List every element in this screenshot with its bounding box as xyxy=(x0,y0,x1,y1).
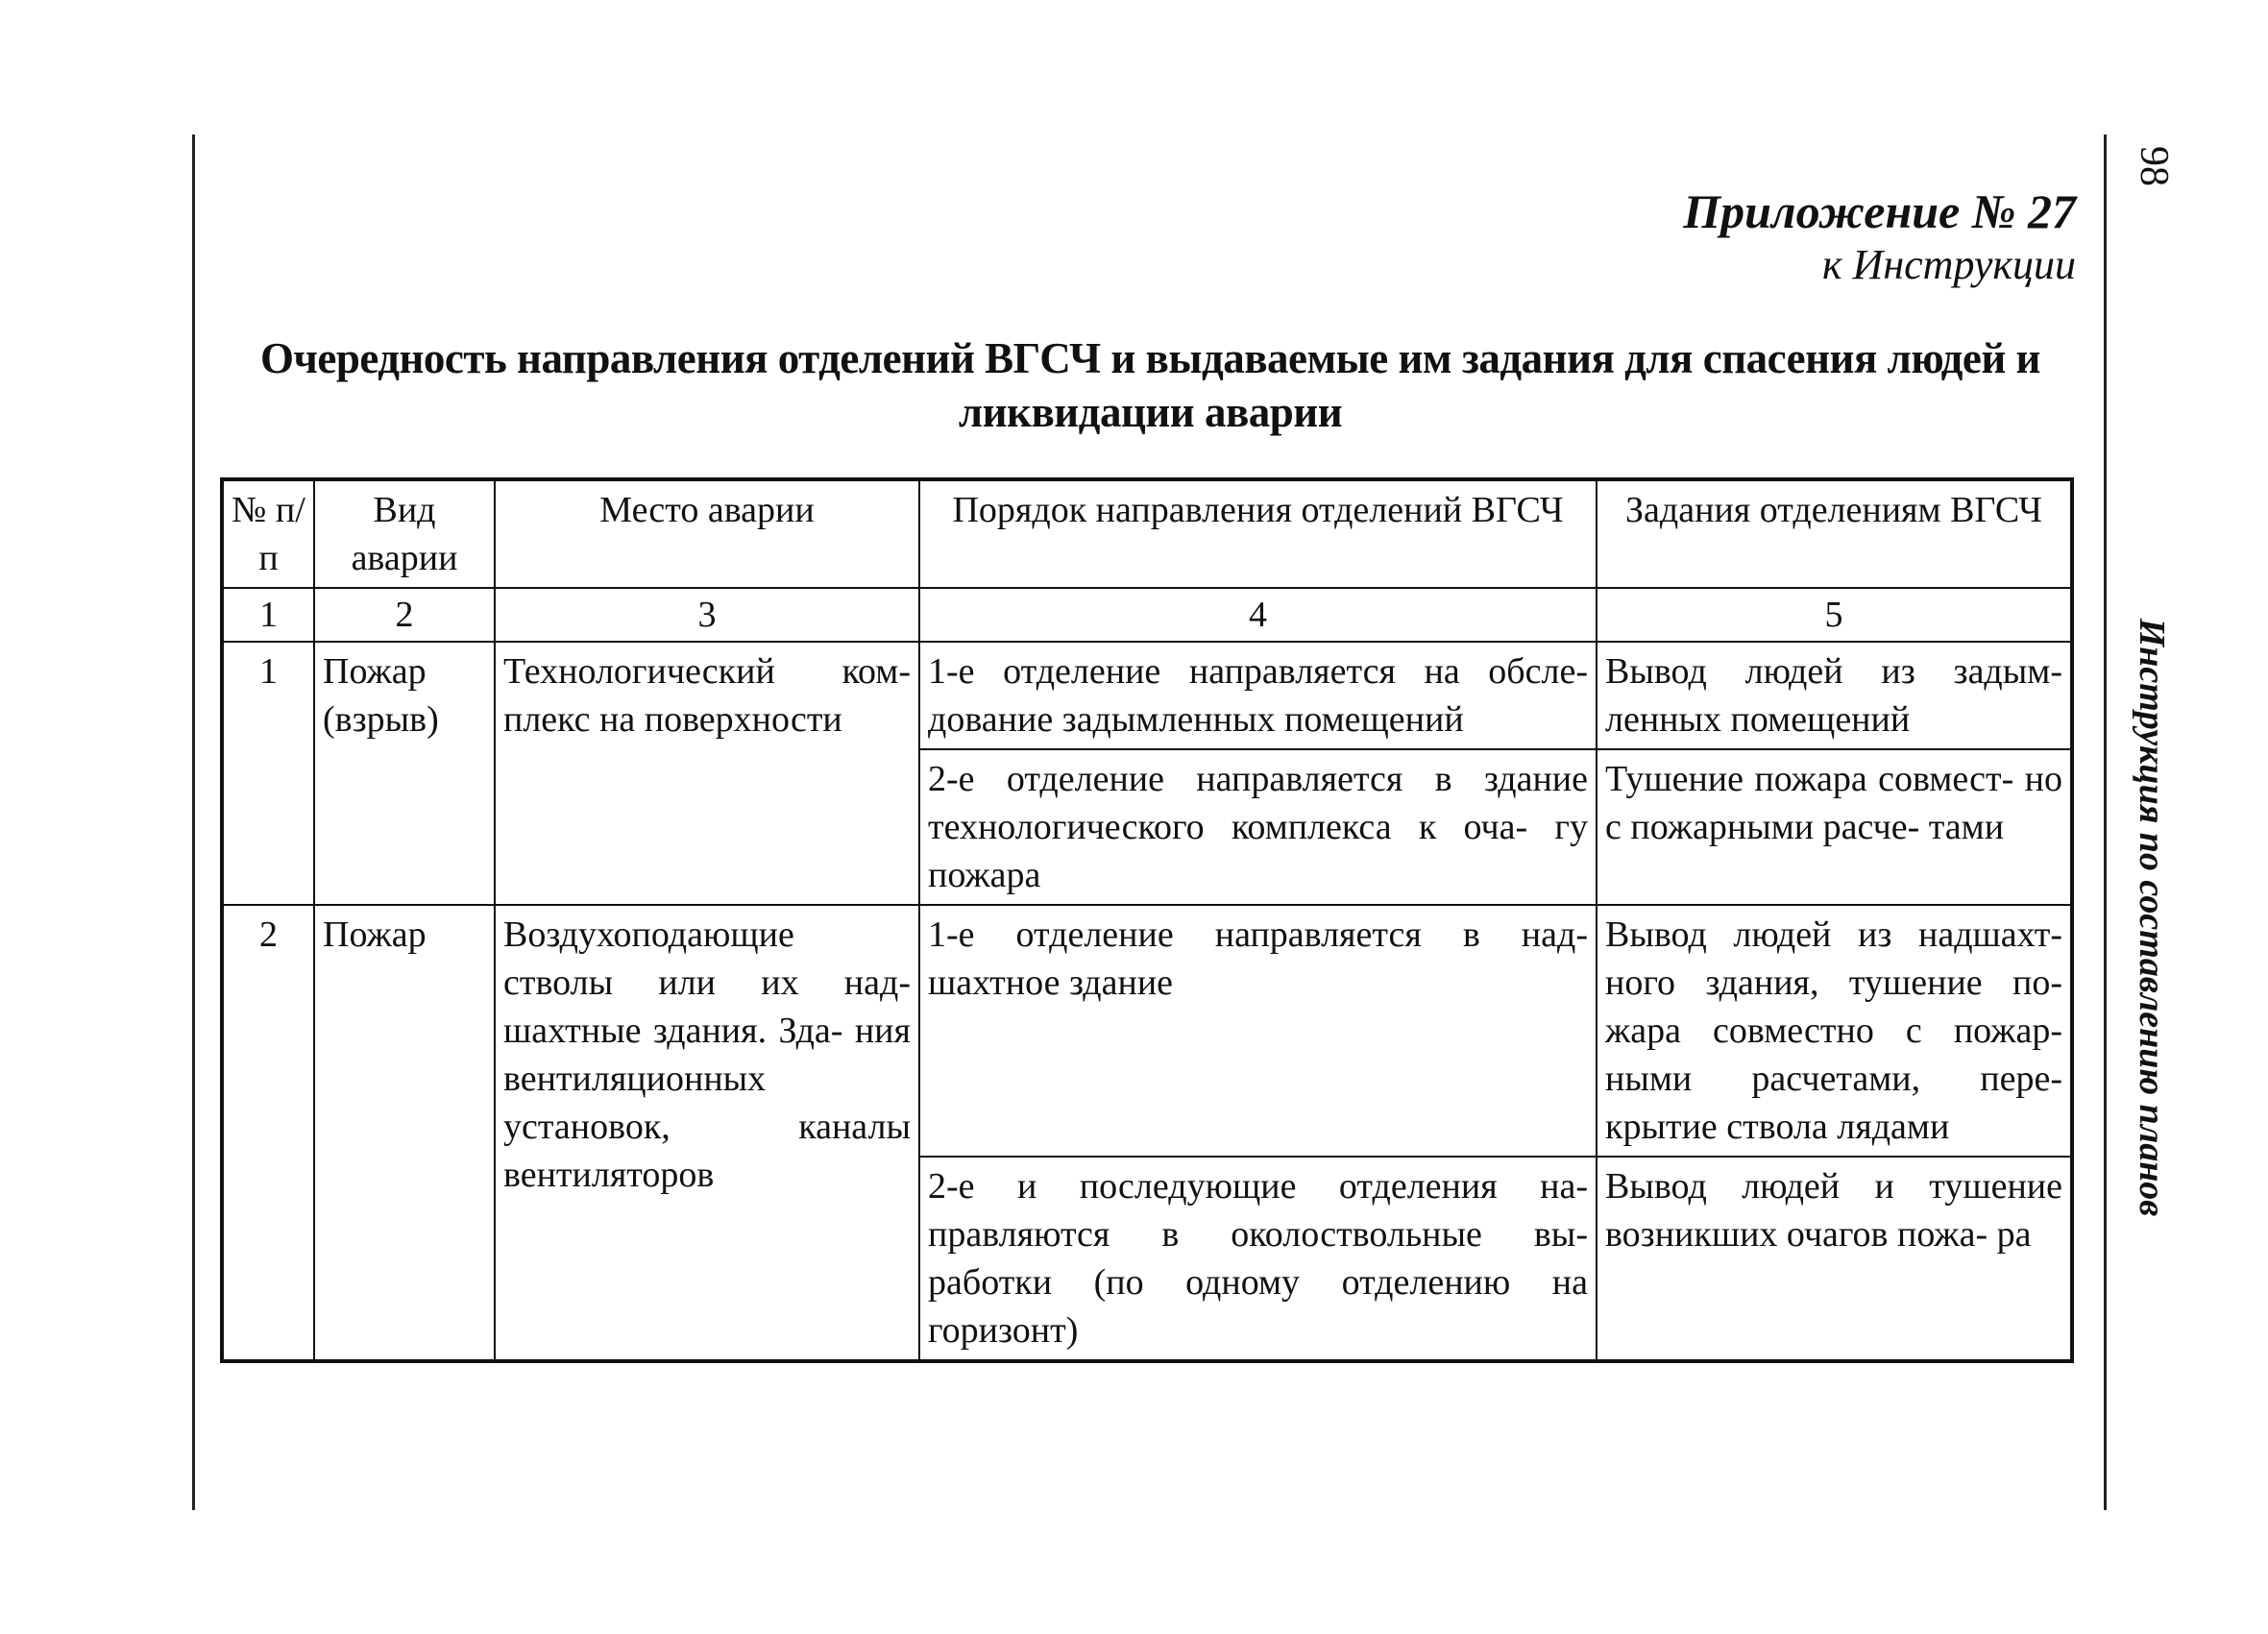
side-running-title-text: Инструкция по составлению планов xyxy=(2132,618,2172,1217)
header-accident-type: Вид аварии xyxy=(314,479,495,588)
accident-place-cell: Воздухоподающие стволы или их над- шахтные здания. Зда- ния вентиляционных установок, каналы вентиляторов xyxy=(495,905,919,1361)
header-num: № п/п xyxy=(222,479,314,588)
column-number: 3 xyxy=(495,588,919,642)
task-cell: Вывод людей и тушение возникших очагов пожа- ра xyxy=(1597,1157,2072,1361)
header-tasks: Задания отделениям ВГСЧ xyxy=(1597,479,2072,588)
column-number: 2 xyxy=(314,588,495,642)
header-dispatch-order: Порядок направления отделений ВГСЧ xyxy=(919,479,1597,588)
column-number: 1 xyxy=(222,588,314,642)
appendix-subtitle: к Инструкции xyxy=(1821,241,2076,288)
task-cell: Вывод людей из задым- ленных помещений xyxy=(1597,642,2072,749)
document-title xyxy=(216,331,2085,439)
task-cell: Вывод людей из надшахт- ного здания, тушение по- жара совместно с пожар- ными расчетами, пере- крытие ствола лядами xyxy=(1597,905,2072,1157)
dispatch-order-cell: 1-е отделение направляется в над- шахтное здание xyxy=(919,905,1597,1157)
table-row xyxy=(222,905,2072,1157)
appendix-title: Приложение № 27 xyxy=(1683,184,2076,238)
column-number: 5 xyxy=(1597,588,2072,642)
task-cell: Тушение пожара совмест- но с пожарными расче- тами xyxy=(1597,749,2072,905)
page-number: 98 xyxy=(2132,146,2176,186)
document-title-line-1: Очередность направления отделений ВГСЧ и выдаваемые им задания для спасения людей и xyxy=(259,334,2040,382)
row-number: 2 xyxy=(222,905,314,1361)
header-accident-place: Место аварии xyxy=(495,479,919,588)
column-number: 4 xyxy=(919,588,1597,642)
appendix-header xyxy=(1683,183,2076,290)
document-title-line-2: ликвидации аварии xyxy=(958,388,1343,436)
table-row xyxy=(222,642,2072,749)
table-header-row xyxy=(222,479,2072,588)
dispatch-order-cell: 2-е и последующие отделения на- правляются в околоствольные вы- работки (по одному отделению на горизонт) xyxy=(919,1157,1597,1361)
accident-type-cell: Пожар xyxy=(314,905,495,1361)
dispatch-order-cell: 2-е отделение направляется в здание технологического комплекса к оча- гу пожара xyxy=(919,749,1597,905)
left-margin-rule xyxy=(192,134,195,1510)
rescue-order-table xyxy=(220,477,2074,1363)
row-number: 1 xyxy=(222,642,314,905)
dispatch-order-cell: 1-е отделение направляется на обсле- дование задымленных помещений xyxy=(919,642,1597,749)
accident-type-cell: Пожар (взрыв) xyxy=(314,642,495,905)
table-column-numbers-row xyxy=(222,588,2072,642)
accident-place-cell: Технологический ком- плекс на поверхности xyxy=(495,642,919,905)
right-margin-rule xyxy=(2104,134,2107,1510)
